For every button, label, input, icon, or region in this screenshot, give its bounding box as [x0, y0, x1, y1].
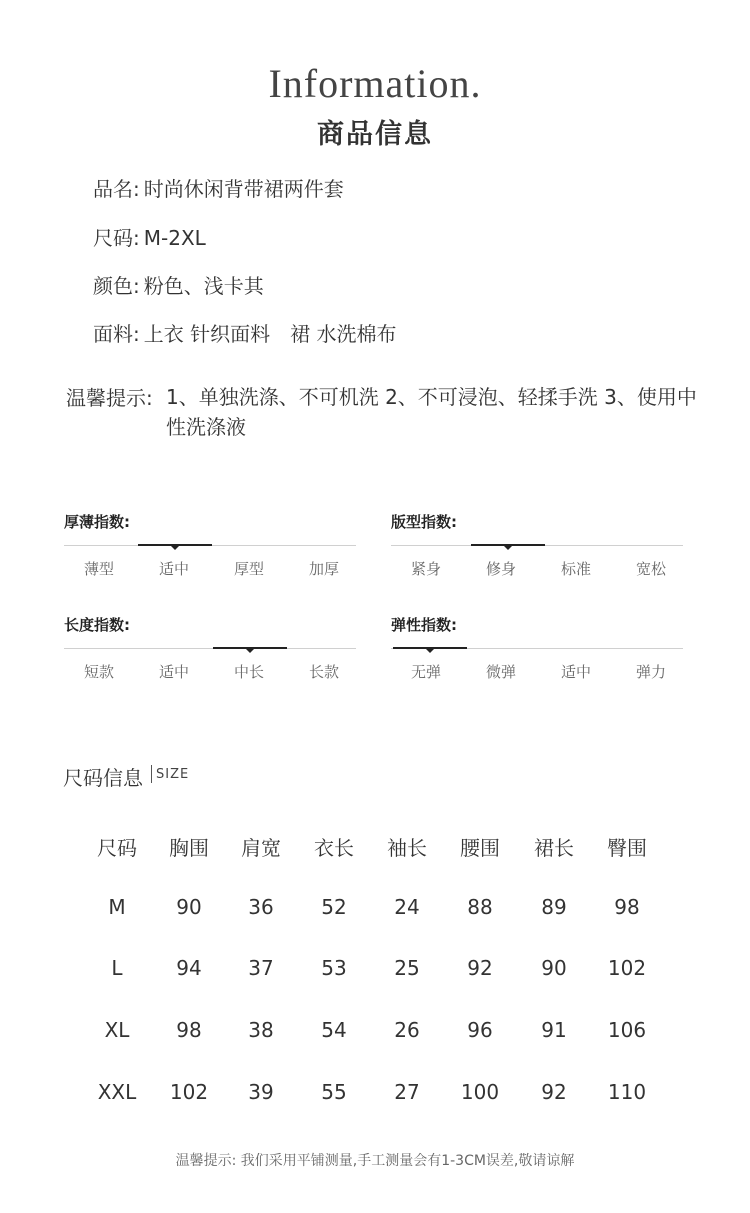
table-header-cell: 衣长	[314, 836, 354, 860]
table-header-cell: 肩宽	[241, 836, 281, 860]
table-cell: L	[111, 956, 123, 980]
table-cell: 98	[614, 895, 640, 919]
care-tip-text: 1、单独洗涤、不可机洗 2、不可浸泡、轻揉手洗 3、使用中性洗涤液	[166, 385, 697, 439]
table-cell: 27	[394, 1080, 420, 1104]
table-cell: 94	[176, 956, 202, 980]
info-value: 粉色、浅卡其	[143, 274, 264, 298]
index-option: 长款	[308, 663, 339, 681]
table-cell: M	[108, 895, 126, 919]
table-cell: 110	[607, 1080, 647, 1104]
index-option: 厚型	[233, 560, 264, 578]
caret-down-icon	[246, 649, 254, 653]
caret-down-icon	[171, 546, 179, 550]
info-value: 上衣 针织面料 裙 水洗棉布	[143, 322, 397, 346]
table-cell: XXL	[97, 1080, 137, 1104]
info-value: M-2XL	[143, 226, 206, 250]
index-option: 适中	[158, 663, 189, 681]
table-cell: 90	[541, 956, 567, 980]
care-tip-label: 温馨提示:	[66, 386, 153, 410]
title-chinese: 商品信息	[317, 119, 433, 150]
index-option: 修身	[485, 560, 516, 578]
table-cell: 100	[460, 1080, 500, 1104]
table-header-cell: 臀围	[607, 836, 647, 860]
table-cell: 24	[394, 895, 420, 919]
index-option: 加厚	[308, 560, 339, 578]
table-cell: 53	[321, 956, 347, 980]
table-header-cell: 胸围	[169, 836, 209, 860]
index-option: 适中	[158, 560, 189, 578]
table-cell: 91	[541, 1018, 567, 1042]
info-row-color	[93, 270, 264, 299]
table-cell: 55	[321, 1080, 347, 1104]
index-option: 宽松	[635, 560, 666, 578]
table-cell: 38	[248, 1018, 274, 1042]
index-title-elasticity: 弹性指数:	[391, 616, 457, 634]
index-option: 适中	[560, 663, 591, 681]
index-option: 短款	[83, 663, 114, 681]
table-cell: 106	[607, 1018, 647, 1042]
divider	[151, 765, 152, 783]
index-option: 中长	[233, 663, 264, 681]
index-option: 微弹	[485, 663, 516, 681]
index-title-thickness: 厚薄指数:	[64, 513, 130, 531]
info-label: 品名:	[93, 177, 140, 201]
index-title-fit: 版型指数:	[391, 513, 457, 531]
info-row-size	[93, 222, 206, 251]
index-option: 薄型	[83, 560, 114, 578]
title-english: Information.	[268, 61, 482, 106]
table-cell: 39	[248, 1080, 274, 1104]
table-header-cell: 尺码	[97, 836, 137, 860]
table-cell: 90	[176, 895, 202, 919]
table-cell: 96	[467, 1018, 493, 1042]
size-section-title-en: SIZE	[156, 767, 190, 782]
size-section-title: 尺码信息	[63, 766, 143, 790]
index-title-length: 长度指数:	[64, 616, 130, 634]
index-option: 标准	[560, 560, 591, 578]
table-cell: 36	[248, 895, 274, 919]
info-label: 面料:	[93, 322, 140, 346]
table-cell: 37	[248, 956, 274, 980]
caret-down-icon	[426, 649, 434, 653]
info-value: 时尚休闲背带裙两件套	[143, 177, 344, 201]
table-header-cell: 袖长	[387, 836, 427, 860]
table-cell: 102	[169, 1080, 209, 1104]
table-cell: 54	[321, 1018, 347, 1042]
table-header-cell: 裙长	[534, 836, 574, 860]
measurement-footnote: 温馨提示: 我们采用平铺测量,手工测量会有1-3CM误差,敬请谅解	[175, 1153, 575, 1169]
table-cell: 89	[541, 895, 567, 919]
table-cell: 52	[321, 895, 347, 919]
table-cell: 25	[394, 956, 420, 980]
index-option: 弹力	[635, 663, 666, 681]
table-cell: 88	[467, 895, 493, 919]
table-cell: XL	[104, 1018, 130, 1042]
table-header-cell: 腰围	[460, 836, 500, 860]
info-label: 颜色:	[93, 274, 140, 298]
table-cell: 92	[467, 956, 493, 980]
info-row-fabric	[93, 318, 396, 347]
info-label: 尺码:	[93, 226, 140, 250]
index-option: 无弹	[410, 663, 441, 681]
index-option: 紧身	[410, 560, 441, 578]
index-line	[64, 648, 356, 649]
table-cell: 102	[607, 956, 647, 980]
table-cell: 98	[176, 1018, 202, 1042]
table-cell: 26	[394, 1018, 420, 1042]
info-row-name	[93, 173, 344, 202]
table-cell: 92	[541, 1080, 567, 1104]
caret-down-icon	[504, 546, 512, 550]
